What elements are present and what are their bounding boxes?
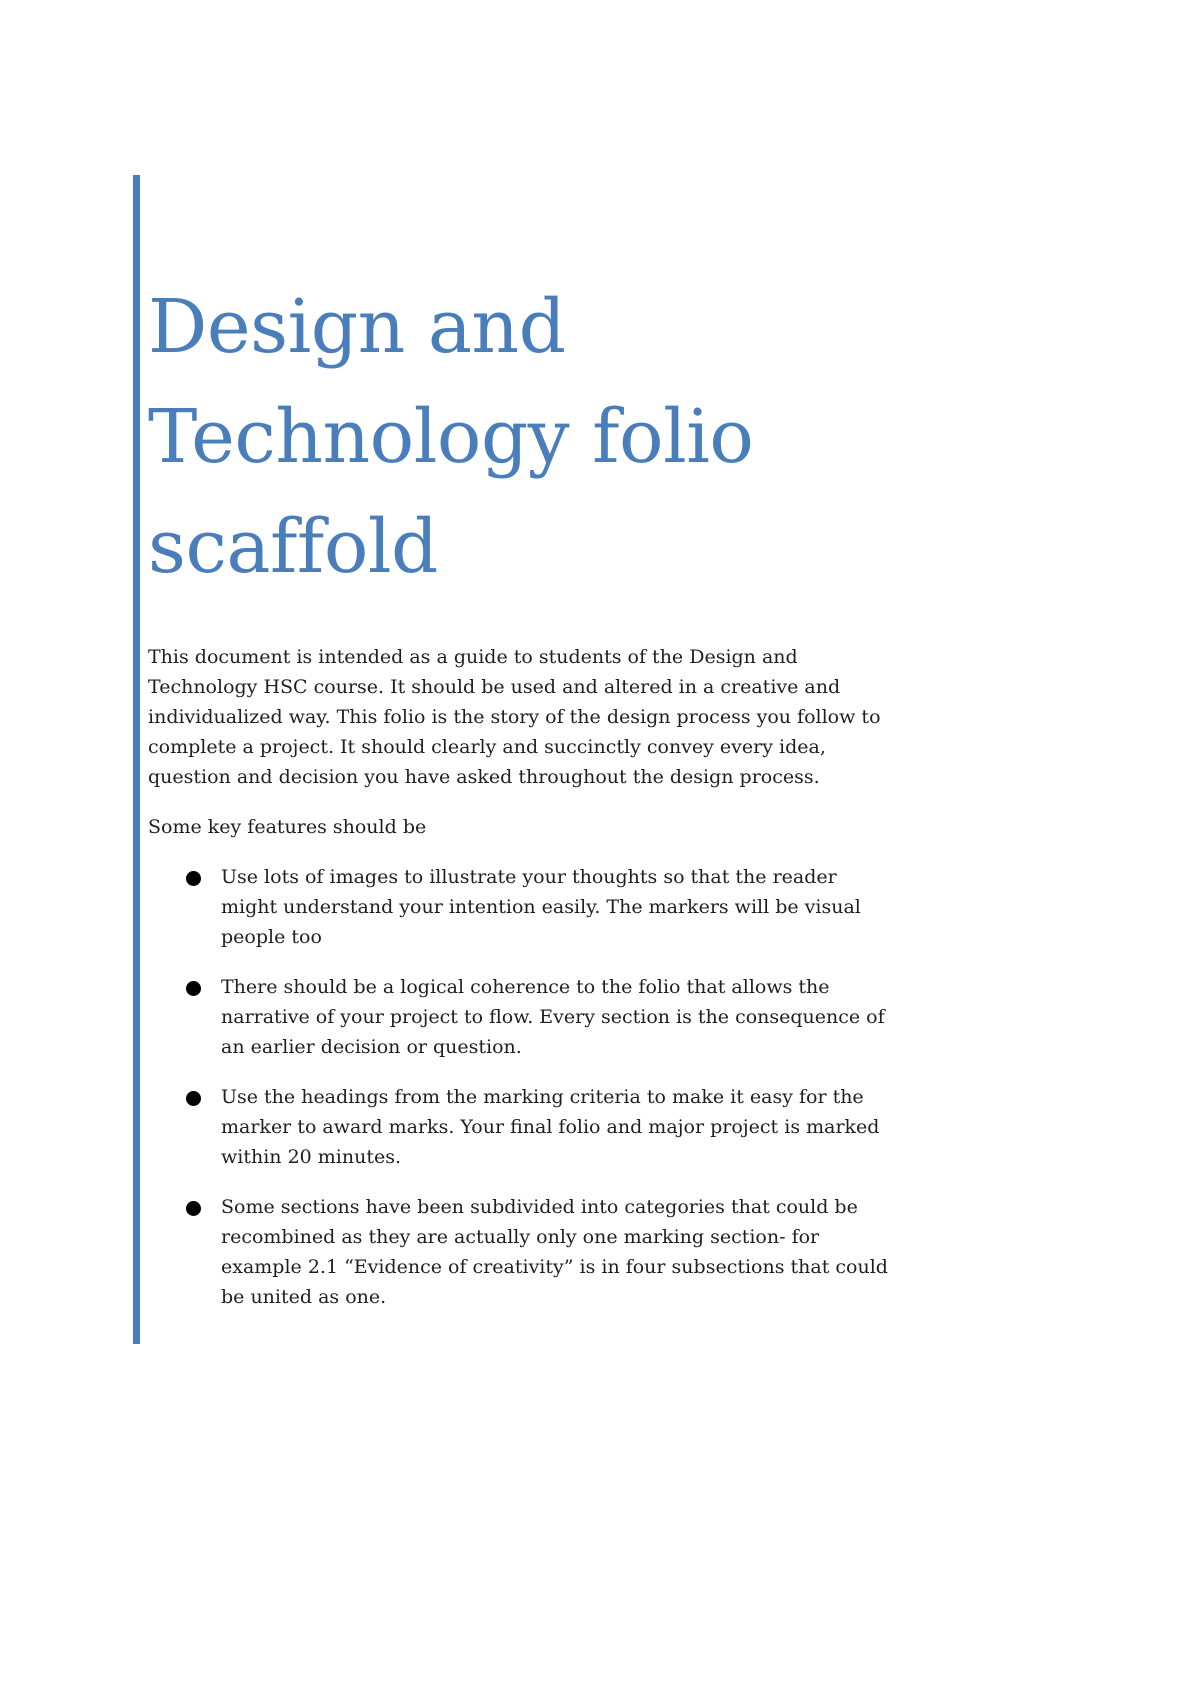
list-item: [148, 1192, 888, 1312]
features-lead: Some key features should be: [148, 816, 427, 838]
list-item-text: There should be a logical coherence to the folio that allows the narrative of your project to flow. Every section is the consequence of an earlier decision or question.: [221, 976, 885, 1058]
features-list: [148, 862, 888, 1312]
list-item: [148, 972, 888, 1062]
accent-bar: [133, 175, 140, 1344]
list-item-text: Some sections have been subdivided into categories that could be recombined as they are actually only one marking section- for example 2.1 “Evidence of creativity” is in four subsections that could be united as one.: [221, 1196, 888, 1308]
list-item-text: Use lots of images to illustrate your thoughts so that the reader might understand your intention easily. The markers will be visual people too: [221, 866, 861, 948]
intro-paragraph: This document is intended as a guide to students of the Design and Technology HSC course. It should be used and altered in a creative and individualized way. This folio is the story of the design process you follow to complete a project. It should clearly and succinctly convey every idea, question and decision you have asked throughout the design process.: [148, 646, 881, 788]
bullet-icon: [186, 1201, 201, 1216]
bullet-icon: [186, 871, 201, 886]
document-title: Design and Technology folio scaffold: [148, 284, 754, 590]
bullet-icon: [186, 1091, 201, 1106]
list-item: [148, 862, 888, 952]
document-content: [148, 272, 888, 1332]
bullet-icon: [186, 981, 201, 996]
list-item-text: Use the headings from the marking criteria to make it easy for the marker to award marks. Your final folio and major project is marked within 20 minutes.: [221, 1086, 880, 1168]
list-item: [148, 1082, 888, 1172]
